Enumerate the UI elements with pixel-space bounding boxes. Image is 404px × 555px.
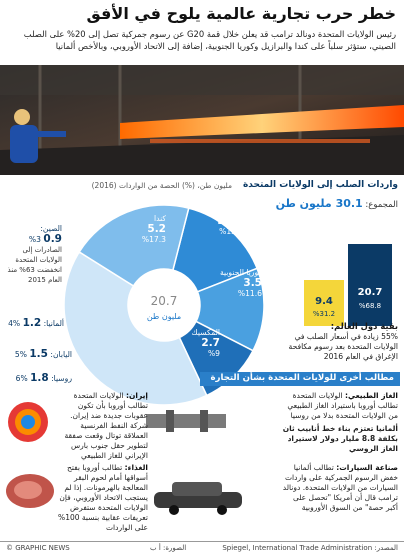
rest-world-note: بقية دول العالم: 55% زيادة في أسعار الصلب في الولايات المتحدة بعد رسوم مكافحة الإغراق في العام 2016 <box>288 321 398 361</box>
label-brazil: البرازيل 3.9 %13 <box>211 206 236 236</box>
bar-label-top: 9.4 <box>315 296 333 307</box>
bar-share-top: %31.2 <box>312 310 336 318</box>
box-cars: صناعة السيارات: تطالب ألمانيا خفض الرسوم الجمركية على واردات السيارات من الولايات المتحدة. دونالد ترامب قال أن أمريكا "تحصل على أكبر حصة" من السوق الأوروبية <box>282 463 398 512</box>
imports-heading: واردات الصلب إلى الولايات المتحدة <box>242 180 398 190</box>
label-germany: ألمانيا: 1.2 %4 <box>8 317 64 329</box>
steak-icon <box>4 470 56 512</box>
imports-note: مليون طن، (%) الحصة من الواردات (2016) <box>91 181 232 190</box>
share-comparison-bars <box>298 240 398 330</box>
footer-source: المصدر: Spiegel, International Trade Administration <box>222 544 398 552</box>
label-china: الصين: 0.9 %3 الصادرات إلى الولايات المتحدة انخفضت 63% منذ العام 2015 <box>7 224 62 284</box>
page-subtitle: رئيس الولايات المتحدة دونالد ترامب قد يعلن خلال قمة G20 عن رسوم جمركية تصل إلى 20% على الصلب الصيني، ستؤثر سلباً على كندا والبرازيل وكوريا الجنوبية، إضافة إلى الاتحاد الأوروبي، وبالأخص ألمانيا <box>23 29 396 51</box>
label-canada: كندا 5.2 %17.3 <box>141 214 166 244</box>
center-value: 20.7 <box>150 294 178 308</box>
other-demands-band: مطالب أخرى للولايات المتحدة بشأن التجارة <box>200 372 400 386</box>
label-russia: روسيا: 1.8 %6 <box>15 372 72 384</box>
bar-label-rest: 20.7 <box>357 287 383 298</box>
label-japan: اليابان: 1.5 %5 <box>14 348 72 360</box>
box-iran: إيران: الولايات المتحدة تطالب أوروبا بأن تكون عقوبات جديدة ضد إيران. شركة النفط الفرنسية العملاقة توتال وقعت صفقة لتطوير حقل جنوب بارس الإيراني للغاز الطبيعي <box>64 391 148 460</box>
gas-pipeline-icon <box>146 394 226 452</box>
center-unit: مليون طن <box>146 312 182 321</box>
box-food: الغذاء: تطالب أوروبا بفتح أسواقها أمام لحوم البقر المعالجة بالهرمونات. إذا لم يستجب الاتحاد الأوروبي، فإن الولايات المتحدة ستفرض تعريفات عقابية بنسبة 100% على الواردات <box>58 463 148 532</box>
total-logo-icon <box>6 400 50 444</box>
footer-photo-credit: الصورة: أ ب <box>150 544 187 552</box>
total-prefix: المجموع: <box>365 200 398 210</box>
imports-total <box>276 197 398 210</box>
bar-share-rest: %68.8 <box>358 302 382 310</box>
label-korea: كوريا الجنوبية 3.5 %11.6 <box>219 268 262 298</box>
footer-brand: © GRAPHIC NEWS <box>6 544 70 552</box>
bar-rest-world <box>348 244 392 326</box>
label-mexico: المكسيك 2.7 %9 <box>191 328 220 358</box>
steel-factory-photo <box>0 65 404 175</box>
page-title: خطر حرب تجارية عالمية يلوح في الأفق <box>86 4 396 23</box>
box-natural-gas: الغاز الطبيعي: الولايات المتحدة تطالب أوروبا باستيراد الغاز الطبيعي من الولايات المتحدة بدلا من روسيا ألمانيا تعتزم بناء خط أنابيب ثان بكلفة 8.8 مليار دولار لاستيراد الغاز الروسي <box>282 391 398 453</box>
car-icon <box>150 476 246 516</box>
total-value: 30.1 مليون طن <box>275 197 363 210</box>
footer <box>0 541 404 555</box>
